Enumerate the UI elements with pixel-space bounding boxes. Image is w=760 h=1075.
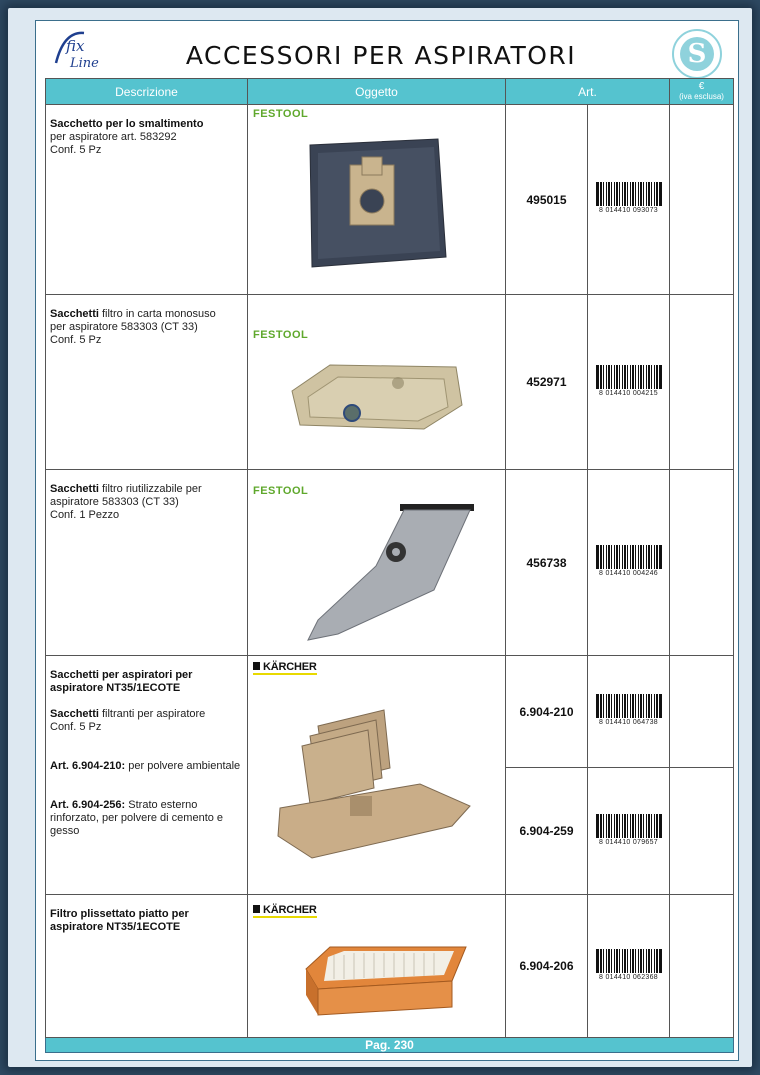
price-cell <box>670 768 734 895</box>
col-oggetto: Oggetto <box>248 79 506 105</box>
page-footer <box>46 1038 734 1053</box>
page-title: ACCESSORI PER ASPIRATORI <box>185 41 577 70</box>
festool-logo: FESTOOL <box>253 108 309 120</box>
table-row <box>46 470 734 656</box>
article-number: 452971 <box>506 295 588 470</box>
paper-bag-image <box>248 295 506 470</box>
karcher-logo: KÄRCHER <box>253 904 317 918</box>
reusable-bag-image <box>248 470 506 656</box>
table-header <box>46 79 734 105</box>
price-cell <box>670 295 734 470</box>
svg-text:fix: fix <box>66 37 85 55</box>
karcher-bags-image <box>248 656 506 894</box>
article-number: 6.904-259 <box>506 768 588 895</box>
col-euro: € (iva esclusa) <box>670 79 734 105</box>
price-cell <box>670 895 734 1038</box>
table-row <box>46 105 734 295</box>
col-descrizione: Descrizione <box>46 79 248 105</box>
article-number: 6.904-206 <box>506 895 588 1038</box>
pleated-filter-image <box>248 895 506 1038</box>
row-description: Sacchetti per aspiratori per aspiratore NT35/1ECOTE Sacchetti filtranti per aspiratore Conf. 5 Pz Art. 6.904-210: per polvere ambientale Art. 6.904-256: Strato esterno rinforzato, per polvere di cemento e gesso <box>46 656 248 895</box>
article-number: 6.904-210 <box>506 656 588 768</box>
festool-logo: FESTOOL <box>253 329 309 341</box>
barcode: 8 014410 079657 <box>588 768 670 895</box>
row-object <box>248 895 506 1038</box>
article-number: 456738 <box>506 470 588 656</box>
row-description: Sacchetto per lo smaltimento per aspiratore art. 583292 Conf. 5 Pz <box>46 105 248 295</box>
row-description: Sacchetti filtro riutilizzabile per aspiratore 583303 (CT 33) Conf. 1 Pezzo <box>46 470 248 656</box>
festool-logo: FESTOOL <box>253 485 309 497</box>
karcher-logo: KÄRCHER <box>253 661 317 675</box>
table-row <box>46 656 734 768</box>
row-object <box>248 656 506 895</box>
article-number: 495015 <box>506 105 588 295</box>
barcode: 8 014410 004246 <box>588 470 670 656</box>
page-number: Pag. 230 <box>46 1038 734 1053</box>
row-object <box>248 295 506 470</box>
badge-letter: S <box>680 37 714 71</box>
col-art: Art. <box>506 79 670 105</box>
table-row <box>46 295 734 470</box>
fixline-logo <box>50 27 114 69</box>
row-description: Sacchetti filtro in carta monosuso per aspiratore 583303 (CT 33) Conf. 5 Pz <box>46 295 248 470</box>
brand-badge <box>672 29 722 79</box>
catalog-page <box>35 20 739 1061</box>
row-object <box>248 470 506 656</box>
page-frame <box>8 8 752 1067</box>
disposal-bag-image <box>248 105 506 295</box>
barcode: 8 014410 062368 <box>588 895 670 1038</box>
barcode: 8 014410 004215 <box>588 295 670 470</box>
barcode: 8 014410 093073 <box>588 105 670 295</box>
price-cell <box>670 105 734 295</box>
price-cell <box>670 470 734 656</box>
product-table <box>45 78 734 1053</box>
row-description: Filtro plissettato piatto per aspiratore NT35/1ECOTE <box>46 895 248 1038</box>
svg-text:Line: Line <box>70 56 99 69</box>
price-cell <box>670 656 734 768</box>
table-row <box>46 895 734 1038</box>
row-object <box>248 105 506 295</box>
barcode: 8 014410 064738 <box>588 656 670 768</box>
